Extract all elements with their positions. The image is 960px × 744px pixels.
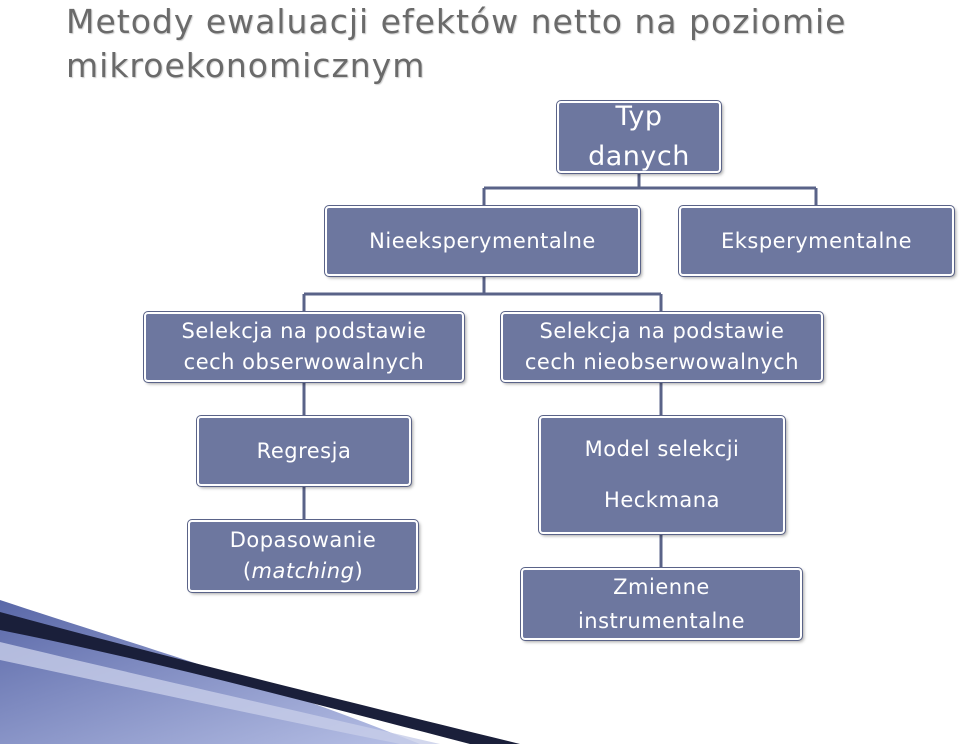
matching-italic: matching bbox=[251, 559, 355, 583]
connector-level1-to-level2 bbox=[304, 276, 661, 312]
matching-line-2 bbox=[243, 556, 363, 587]
slide-title-line-1: Metody ewaluacji efektów netto na poziomie bbox=[66, 2, 847, 41]
heckman-box bbox=[539, 416, 785, 534]
unobservable-selection-line-2: cech nieobserwowalnych bbox=[524, 350, 800, 374]
heckman-line-2: Heckmana bbox=[604, 488, 720, 512]
unobservable-selection-box bbox=[501, 312, 823, 382]
root-type-line-2: danych bbox=[588, 141, 690, 172]
root-type-line-1: Typ bbox=[615, 101, 663, 132]
unobservable-selection-line-1: Selekcja na podstawie bbox=[539, 319, 785, 343]
instrumental-line-1: Zmienne bbox=[613, 575, 710, 599]
experimental-box bbox=[679, 206, 954, 276]
matching-paren-open: ( bbox=[242, 559, 252, 583]
observable-selection-line-2: cech obserwowalnych bbox=[183, 350, 425, 374]
observable-selection-line-1: Selekcja na podstawie bbox=[181, 319, 427, 343]
slide-title-line-2: mikroekonomicznym bbox=[66, 46, 426, 85]
regression-label: Regresja bbox=[256, 438, 352, 463]
non-experimental-box bbox=[325, 206, 640, 276]
non-experimental-label: Nieeksperymentalne bbox=[369, 228, 596, 253]
instrumental-box bbox=[521, 568, 802, 640]
matching-box bbox=[188, 520, 418, 592]
instrumental-line-2: instrumentalne bbox=[577, 609, 746, 633]
experimental-label: Eksperymentalne bbox=[720, 228, 913, 253]
root-type-box bbox=[557, 101, 721, 173]
regression-box bbox=[197, 416, 411, 486]
matching-line-1: Dopasowanie bbox=[229, 528, 377, 552]
matching-paren-close: ) bbox=[354, 559, 364, 583]
observable-selection-box bbox=[144, 312, 464, 382]
connector-root-to-level1 bbox=[484, 172, 816, 206]
heckman-line-1: Model selekcji bbox=[584, 437, 740, 461]
